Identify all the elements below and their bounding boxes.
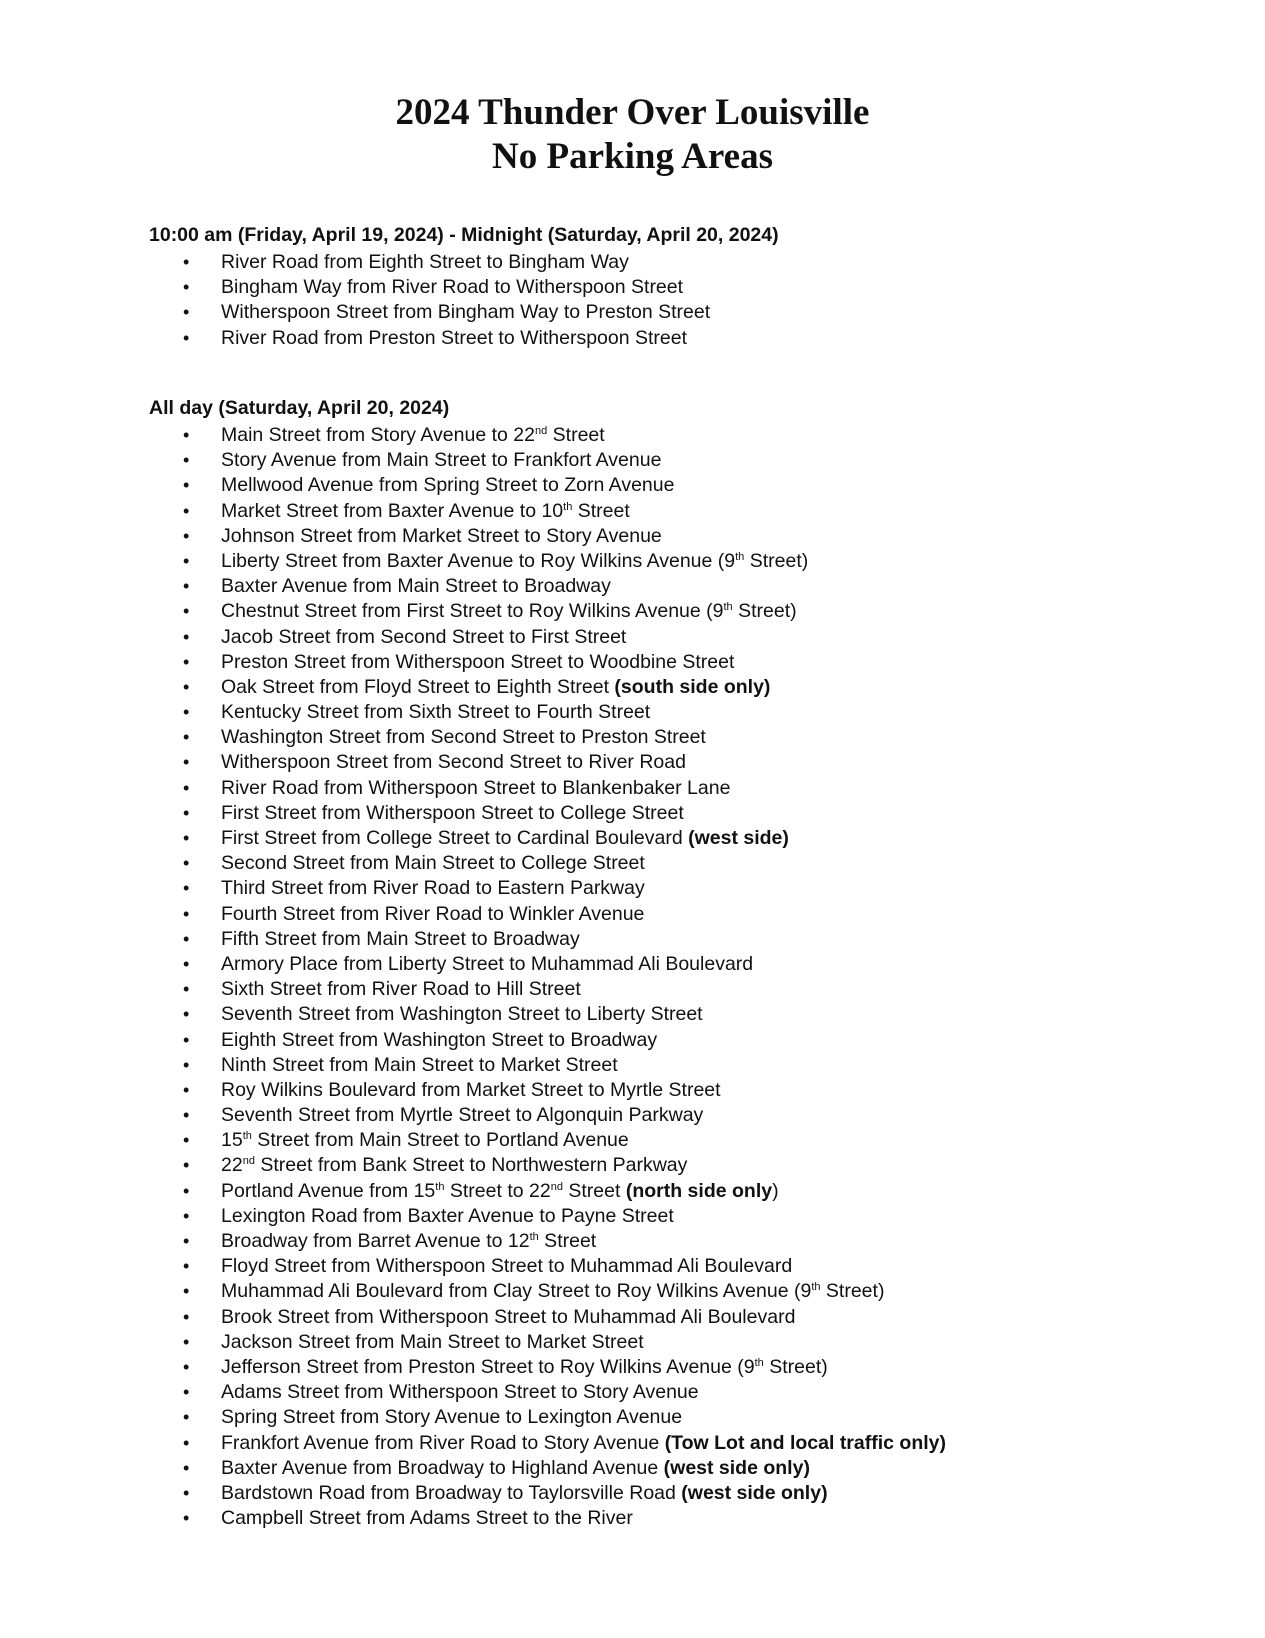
list-item bbox=[0, 1254, 946, 1279]
street-text: Bardstown Road from Broadway to Taylorsville Road bbox=[221, 1481, 682, 1504]
list-item bbox=[0, 1431, 946, 1456]
street-text: Seventh Street from Washington Street to Liberty Street bbox=[221, 1003, 703, 1026]
restriction-note: (Tow Lot and local traffic only) bbox=[664, 1431, 946, 1454]
bullet-icon: • bbox=[183, 1105, 190, 1126]
street-text: Fourth Street from River Road to Winkler Avenue bbox=[221, 902, 645, 925]
street-text: Washington Street from Second Street to Preston Street bbox=[221, 726, 706, 749]
street-text: Floyd Street from Witherspoon Street to Muhammad Ali Boulevard bbox=[221, 1255, 793, 1278]
bullet-icon: • bbox=[183, 651, 190, 672]
bullet-icon: • bbox=[183, 777, 190, 798]
bullet-icon: • bbox=[183, 1180, 190, 1201]
bullet-icon: • bbox=[183, 626, 190, 647]
bullet-icon: • bbox=[183, 752, 190, 773]
list-item bbox=[0, 250, 710, 275]
street-text: Street) bbox=[763, 1355, 828, 1378]
document-title: 2024 Thunder Over Louisville bbox=[395, 92, 870, 133]
street-text: Sixth Street from River Road to Hill Street bbox=[221, 978, 581, 1001]
list-item bbox=[0, 851, 946, 876]
bullet-icon: • bbox=[183, 450, 190, 471]
bullet-icon: • bbox=[183, 525, 190, 546]
list-item bbox=[0, 524, 946, 549]
bullet-icon: • bbox=[183, 475, 190, 496]
bullet-icon: • bbox=[183, 1054, 190, 1075]
bullet-icon: • bbox=[183, 277, 190, 298]
ordinal-suffix: nd bbox=[534, 425, 548, 437]
street-text: ) bbox=[772, 1179, 779, 1202]
street-text: Oak Street from Floyd Street to Eighth Street bbox=[221, 675, 615, 698]
list-item bbox=[0, 1481, 946, 1506]
list-item bbox=[0, 1456, 946, 1481]
list-item bbox=[0, 826, 946, 851]
street-text: Adams Street from Witherspoon Street to Story Avenue bbox=[221, 1381, 699, 1404]
street-text: Baxter Avenue from Main Street to Broadway bbox=[221, 575, 611, 598]
street-text: Market Street from Baxter Avenue to 10 bbox=[221, 499, 564, 522]
street-text: Armory Place from Liberty Street to Muhammad Ali Boulevard bbox=[221, 952, 754, 975]
ordinal-suffix: th bbox=[435, 1180, 445, 1193]
bullet-icon: • bbox=[183, 1205, 190, 1226]
street-text: Roy Wilkins Boulevard from Market Street to Myrtle Street bbox=[221, 1078, 721, 1101]
bullet-icon: • bbox=[183, 302, 190, 323]
street-text: Witherspoon Street from Second Street to River Road bbox=[221, 751, 686, 774]
list-item bbox=[0, 1128, 946, 1153]
list-item bbox=[0, 1405, 946, 1430]
section-heading-saturday: All day (Saturday, April 20, 2024) bbox=[149, 397, 450, 419]
bullet-icon: • bbox=[183, 928, 190, 949]
bullet-icon: • bbox=[183, 853, 190, 874]
street-text: River Road from Witherspoon Street to Blankenbaker Lane bbox=[221, 776, 731, 799]
list-item bbox=[0, 448, 946, 473]
street-text: Mellwood Avenue from Spring Street to Zorn Avenue bbox=[221, 474, 675, 497]
restriction-note: (west side only) bbox=[663, 1456, 810, 1479]
list-item bbox=[0, 1053, 946, 1078]
street-text: Bingham Way from River Road to Witherspoon Street bbox=[221, 276, 684, 299]
street-text: Kentucky Street from Sixth Street to Fourth Street bbox=[221, 701, 651, 724]
list-item bbox=[0, 1153, 946, 1178]
bullet-icon: • bbox=[183, 878, 190, 899]
list-item bbox=[0, 300, 710, 325]
document-subtitle: No Parking Areas bbox=[492, 136, 773, 177]
street-text: River Road from Preston Street to Witherspoon Street bbox=[221, 326, 688, 349]
bullet-icon: • bbox=[183, 425, 190, 445]
ordinal-suffix: th bbox=[563, 500, 573, 513]
street-text: Seventh Street from Myrtle Street to Algonquin Parkway bbox=[221, 1104, 704, 1127]
bullet-icon: • bbox=[183, 1231, 190, 1251]
list-item bbox=[0, 725, 946, 750]
restriction-note: (north side only bbox=[625, 1179, 773, 1202]
street-text: Spring Street from Story Avenue to Lexington Avenue bbox=[221, 1406, 683, 1429]
ordinal-suffix: th bbox=[811, 1281, 821, 1294]
bullet-icon: • bbox=[183, 1004, 190, 1025]
street-text: Chestnut Street from First Street to Roy Wilkins Avenue (9 bbox=[221, 600, 724, 623]
street-text: Street) bbox=[744, 549, 809, 572]
street-text: Street) bbox=[820, 1280, 885, 1303]
list-item bbox=[0, 902, 946, 927]
street-text: Frankfort Avenue from River Road to Story Avenue bbox=[221, 1431, 665, 1454]
list-item bbox=[0, 927, 946, 952]
bullet-icon: • bbox=[183, 1508, 190, 1529]
ordinal-suffix: th bbox=[754, 1356, 764, 1369]
street-list-friday bbox=[0, 250, 710, 351]
street-list-saturday bbox=[0, 423, 946, 1531]
list-item bbox=[0, 1078, 946, 1103]
list-item bbox=[0, 1330, 946, 1355]
street-text: 15 bbox=[221, 1129, 243, 1152]
bullet-icon: • bbox=[183, 1029, 190, 1050]
list-item bbox=[0, 750, 946, 775]
list-item bbox=[0, 700, 946, 725]
list-item bbox=[0, 1355, 946, 1380]
list-item bbox=[0, 423, 946, 448]
street-text: Jackson Street from Main Street to Market Street bbox=[221, 1330, 644, 1353]
list-item bbox=[0, 549, 946, 574]
bullet-icon: • bbox=[183, 1155, 190, 1176]
bullet-icon: • bbox=[183, 1306, 190, 1327]
list-item bbox=[0, 1279, 946, 1304]
bullet-icon: • bbox=[183, 828, 190, 848]
street-text: Campbell Street from Adams Street to the River bbox=[221, 1507, 633, 1530]
section-heading-friday: 10:00 am (Friday, April 19, 2024) - Midnight (Saturday, April 20, 2024) bbox=[149, 224, 779, 246]
bullet-icon: • bbox=[183, 601, 190, 622]
bullet-icon: • bbox=[183, 979, 190, 1000]
street-text: Witherspoon Street from Bingham Way to Preston Street bbox=[221, 301, 711, 324]
street-text: Preston Street from Witherspoon Street to Woodbine Street bbox=[221, 650, 735, 673]
list-item bbox=[0, 1380, 946, 1405]
bullet-icon: • bbox=[183, 1457, 190, 1478]
ordinal-suffix: nd bbox=[242, 1155, 255, 1168]
street-text: Street bbox=[562, 1179, 626, 1202]
street-text: Second Street from Main Street to College Street bbox=[221, 852, 645, 875]
list-item bbox=[0, 625, 946, 650]
bullet-icon: • bbox=[183, 727, 190, 748]
street-text: Jefferson Street from Preston Street to Roy Wilkins Avenue (9 bbox=[221, 1355, 755, 1378]
street-text: Street from Bank Street to Northwestern Parkway bbox=[254, 1154, 688, 1177]
bullet-icon: • bbox=[183, 702, 190, 723]
street-text: Street bbox=[538, 1230, 597, 1252]
list-item bbox=[0, 977, 946, 1002]
bullet-icon: • bbox=[183, 550, 190, 571]
street-text: Street bbox=[572, 499, 630, 522]
street-text: 22 bbox=[221, 1154, 243, 1177]
street-text: Street bbox=[547, 424, 605, 446]
street-text: Ninth Street from Main Street to Market Street bbox=[221, 1053, 618, 1076]
ordinal-suffix: th bbox=[529, 1231, 539, 1243]
street-text: Baxter Avenue from Broadway to Highland Avenue bbox=[221, 1456, 664, 1479]
street-text: Main Street from Story Avenue to 22 bbox=[221, 424, 535, 446]
bullet-icon: • bbox=[183, 252, 190, 272]
bullet-icon: • bbox=[183, 1256, 190, 1277]
street-text: Fifth Street from Main Street to Broadway bbox=[221, 927, 580, 950]
ordinal-suffix: th bbox=[242, 1130, 252, 1143]
street-text: Broadway from Barret Avenue to 12 bbox=[221, 1230, 530, 1252]
street-text: Third Street from River Road to Eastern Parkway bbox=[221, 877, 645, 900]
bullet-icon: • bbox=[183, 903, 190, 924]
street-text: Brook Street from Witherspoon Street to Muhammad Ali Boulevard bbox=[221, 1305, 796, 1328]
ordinal-suffix: th bbox=[723, 601, 733, 614]
list-item bbox=[0, 1179, 946, 1204]
bullet-icon: • bbox=[183, 1432, 190, 1453]
street-text: Johnson Street from Market Street to Story Avenue bbox=[221, 524, 662, 547]
list-item bbox=[0, 473, 946, 498]
ordinal-suffix: nd bbox=[550, 1180, 563, 1193]
street-text: Story Avenue from Main Street to Frankfort Avenue bbox=[221, 449, 662, 472]
bullet-icon: • bbox=[183, 1382, 190, 1403]
bullet-icon: • bbox=[183, 676, 190, 697]
list-item bbox=[0, 776, 946, 801]
list-item bbox=[0, 326, 710, 351]
bullet-icon: • bbox=[183, 500, 190, 521]
list-item bbox=[0, 650, 946, 675]
street-text: Street from Main Street to Portland Avenue bbox=[251, 1129, 629, 1152]
bullet-icon: • bbox=[183, 1331, 190, 1352]
restriction-note: (west side only) bbox=[681, 1481, 828, 1504]
street-text: Street) bbox=[732, 600, 797, 623]
list-item bbox=[0, 1103, 946, 1128]
bullet-icon: • bbox=[183, 1407, 190, 1428]
list-item bbox=[0, 952, 946, 977]
list-item bbox=[0, 1305, 946, 1330]
bullet-icon: • bbox=[183, 576, 190, 597]
list-item bbox=[0, 1028, 946, 1053]
list-item bbox=[0, 876, 946, 901]
list-item bbox=[0, 1229, 946, 1254]
street-text: Lexington Road from Baxter Avenue to Payne Street bbox=[221, 1204, 674, 1227]
list-item bbox=[0, 1506, 946, 1531]
list-item bbox=[0, 675, 946, 700]
list-item bbox=[0, 574, 946, 599]
bullet-icon: • bbox=[183, 1079, 190, 1100]
list-item bbox=[0, 801, 946, 826]
bullet-icon: • bbox=[183, 1130, 190, 1151]
bullet-icon: • bbox=[183, 953, 190, 974]
bullet-icon: • bbox=[183, 1482, 190, 1503]
list-item bbox=[0, 1002, 946, 1027]
restriction-note: (west side) bbox=[688, 827, 789, 849]
bullet-icon: • bbox=[183, 327, 190, 348]
street-text: Muhammad Ali Boulevard from Clay Street to Roy Wilkins Avenue (9 bbox=[221, 1280, 812, 1303]
ordinal-suffix: th bbox=[735, 550, 745, 563]
restriction-note: (south side only) bbox=[614, 675, 771, 698]
street-text: Liberty Street from Baxter Avenue to Roy Wilkins Avenue (9 bbox=[221, 549, 736, 572]
list-item bbox=[0, 599, 946, 624]
bullet-icon: • bbox=[183, 802, 190, 823]
street-text: Portland Avenue from 15 bbox=[221, 1179, 436, 1202]
street-text: First Street from Witherspoon Street to College Street bbox=[221, 801, 684, 824]
bullet-icon: • bbox=[183, 1356, 190, 1377]
list-item bbox=[0, 275, 710, 300]
street-text: Jacob Street from Second Street to First Street bbox=[221, 625, 627, 648]
list-item bbox=[0, 499, 946, 524]
bullet-icon: • bbox=[183, 1281, 190, 1302]
street-text: Eighth Street from Washington Street to Broadway bbox=[221, 1028, 658, 1051]
list-item bbox=[0, 1204, 946, 1229]
street-text: River Road from Eighth Street to Bingham Way bbox=[221, 251, 629, 273]
street-text: First Street from College Street to Cardinal Boulevard bbox=[221, 827, 689, 849]
street-text: Street to 22 bbox=[444, 1179, 551, 1202]
